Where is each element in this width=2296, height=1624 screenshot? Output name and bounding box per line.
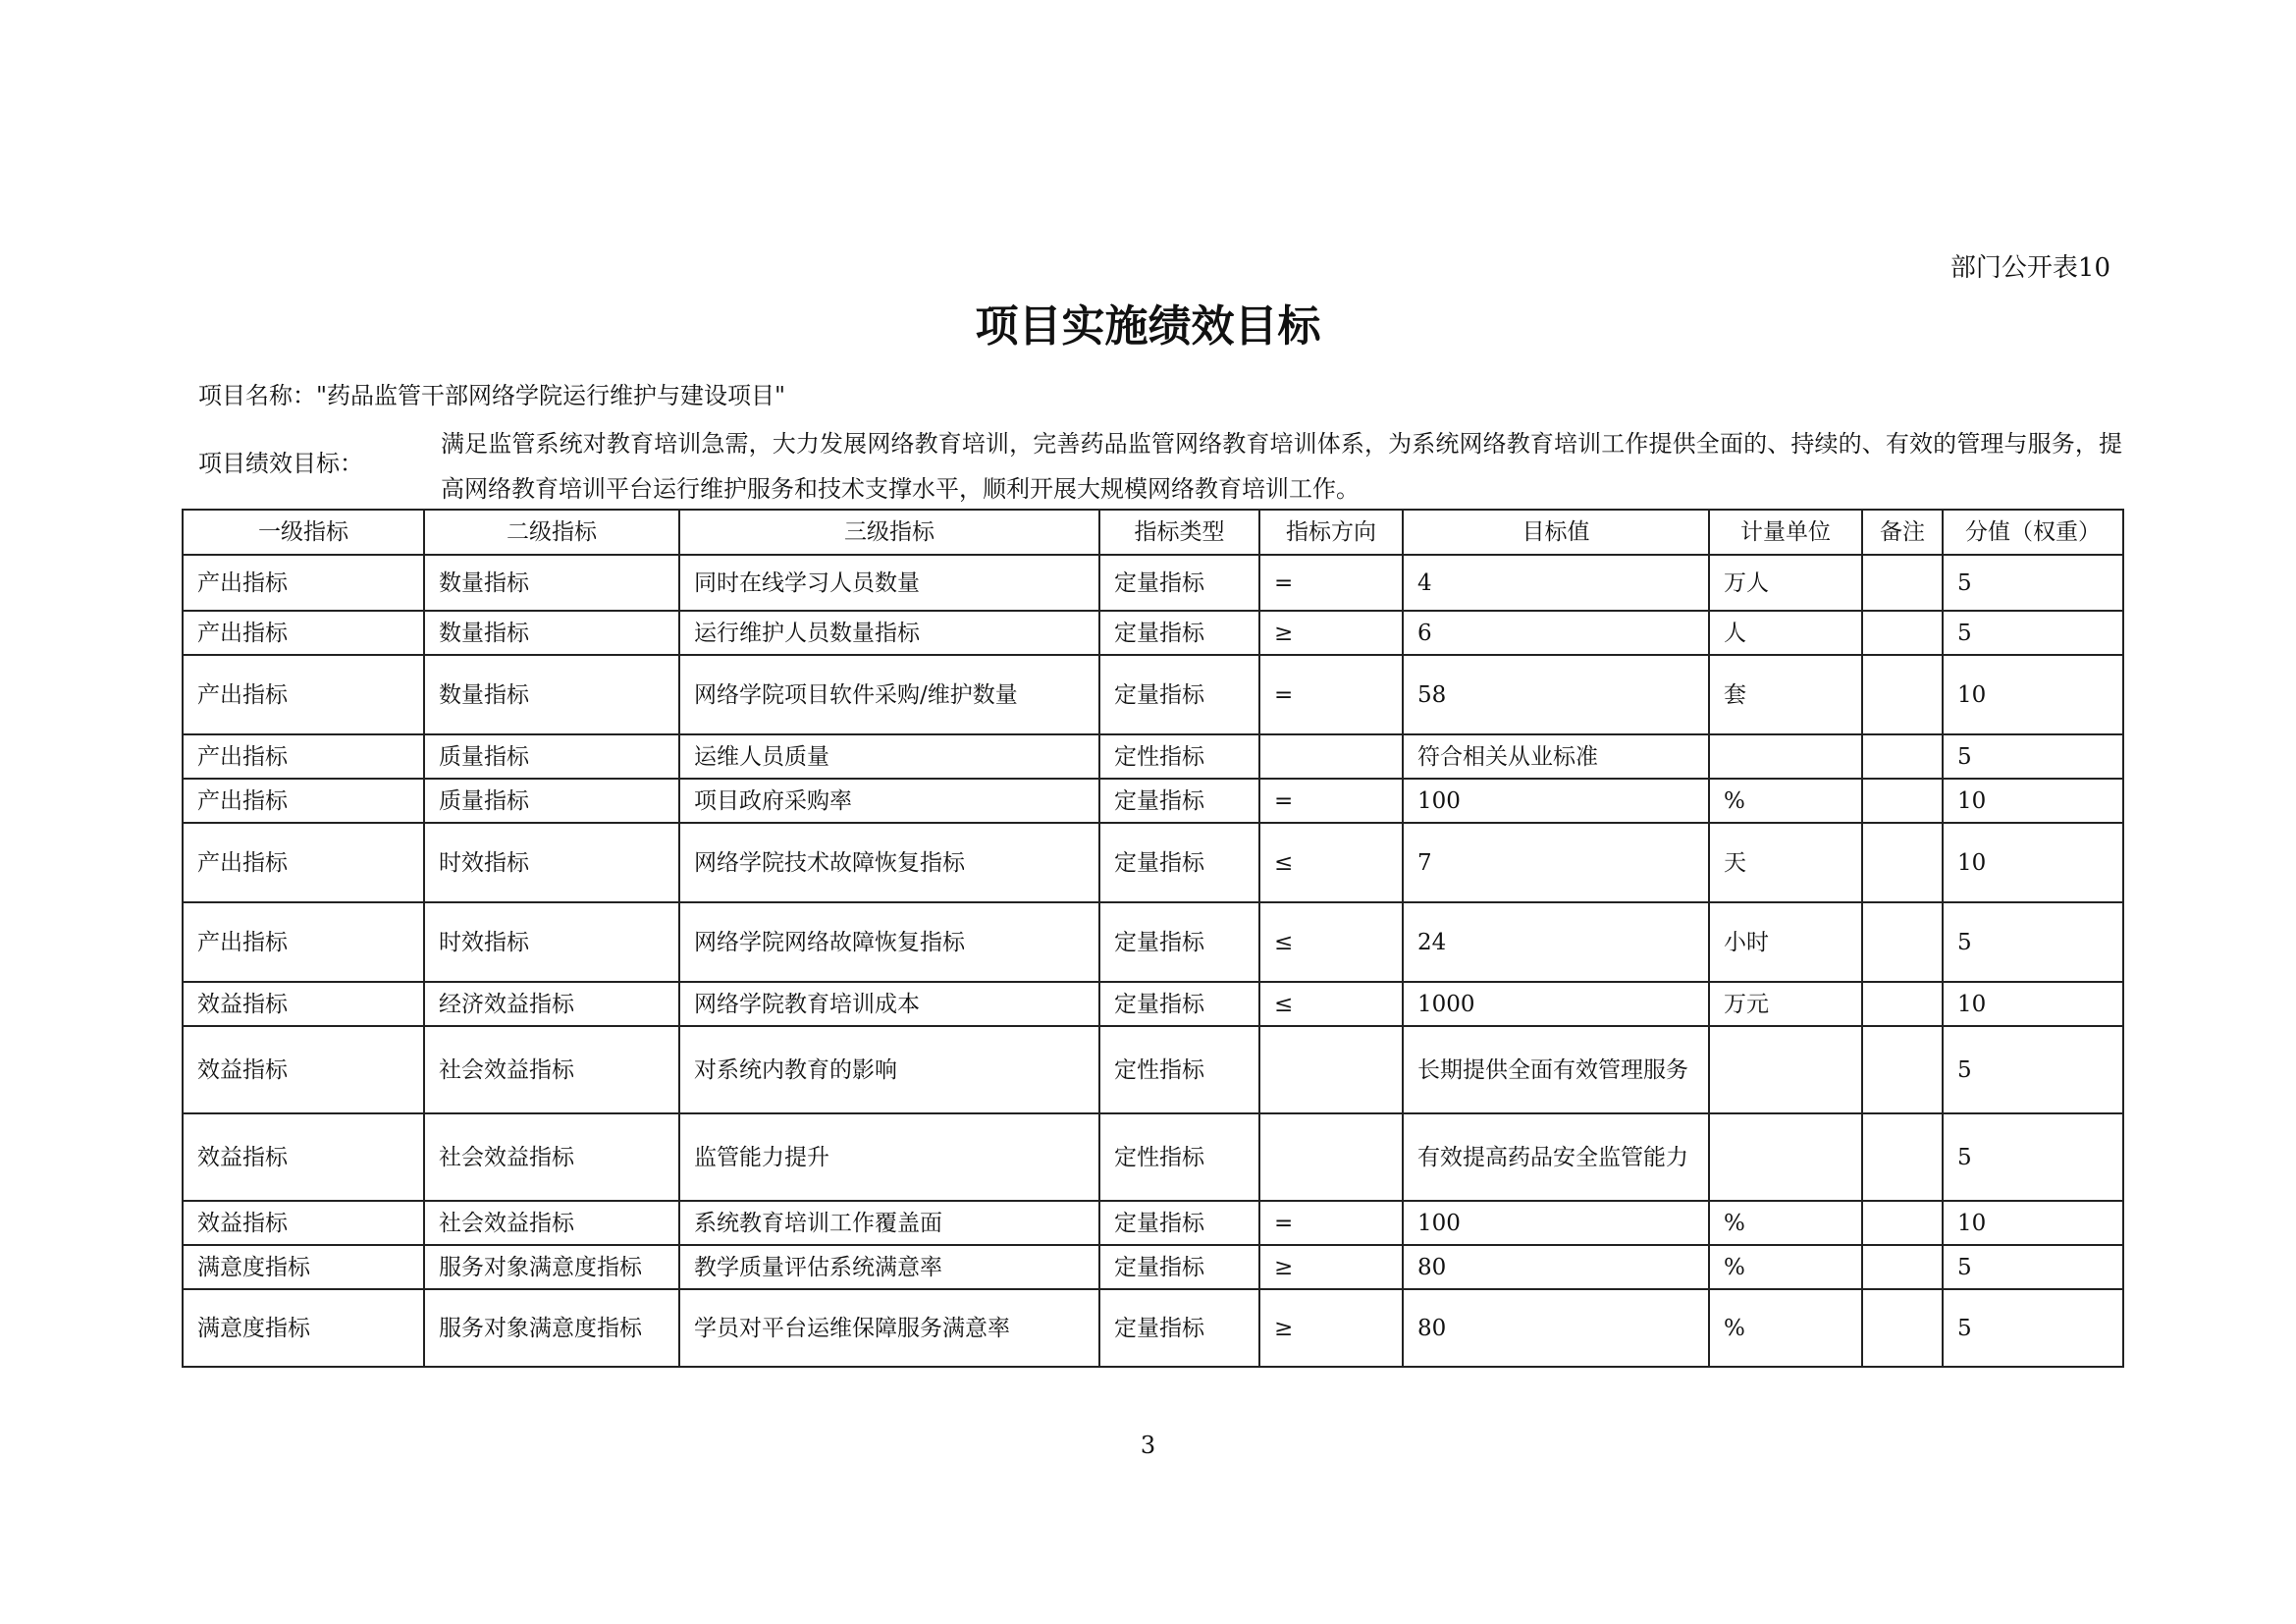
cell-unit: 万人 — [1709, 555, 1862, 611]
cell-target: 100 — [1403, 779, 1709, 823]
cell-level1: 效益指标 — [183, 1113, 424, 1201]
cell-level3: 网络学院项目软件采购/维护数量 — [679, 655, 1099, 734]
cell-level3: 教学质量评估系统满意率 — [679, 1245, 1099, 1289]
table-row — [183, 734, 2123, 779]
cell-target: 7 — [1403, 823, 1709, 902]
cell-level3: 项目政府采购率 — [679, 779, 1099, 823]
cell-level2: 质量指标 — [424, 734, 679, 779]
column-header-type: 指标类型 — [1099, 510, 1259, 555]
cell-remark — [1862, 555, 1943, 611]
cell-unit — [1709, 734, 1862, 779]
cell-level2: 数量指标 — [424, 611, 679, 655]
cell-level3: 运行维护人员数量指标 — [679, 611, 1099, 655]
cell-type: 定量指标 — [1099, 555, 1259, 611]
cell-level1: 效益指标 — [183, 1026, 424, 1113]
cell-level3: 系统教育培训工作覆盖面 — [679, 1201, 1099, 1245]
cell-type: 定量指标 — [1099, 982, 1259, 1026]
cell-direction: ≤ — [1259, 982, 1403, 1026]
cell-unit: % — [1709, 1245, 1862, 1289]
cell-level3: 网络学院网络故障恢复指标 — [679, 902, 1099, 982]
cell-direction: ≤ — [1259, 902, 1403, 982]
table-header-row — [183, 510, 2123, 555]
cell-level1: 满意度指标 — [183, 1289, 424, 1367]
cell-target: 58 — [1403, 655, 1709, 734]
cell-remark — [1862, 655, 1943, 734]
cell-score: 5 — [1943, 1026, 2123, 1113]
table-number-label: 部门公开表10 — [1949, 253, 2110, 283]
cell-target: 6 — [1403, 611, 1709, 655]
performance-table — [182, 509, 2124, 1368]
cell-level1: 效益指标 — [183, 982, 424, 1026]
cell-score: 10 — [1943, 655, 2123, 734]
cell-level1: 效益指标 — [183, 1201, 424, 1245]
table-row — [183, 779, 2123, 823]
cell-level2: 数量指标 — [424, 555, 679, 611]
column-header-level2: 二级指标 — [424, 510, 679, 555]
cell-score: 5 — [1943, 1113, 2123, 1201]
cell-type: 定性指标 — [1099, 1113, 1259, 1201]
cell-direction: ≥ — [1259, 1245, 1403, 1289]
table-row — [183, 1026, 2123, 1113]
cell-score: 5 — [1943, 734, 2123, 779]
cell-score: 10 — [1943, 982, 2123, 1026]
cell-direction: = — [1259, 555, 1403, 611]
cell-level2: 服务对象满意度指标 — [424, 1245, 679, 1289]
cell-level1: 产出指标 — [183, 823, 424, 902]
cell-direction: = — [1259, 779, 1403, 823]
cell-level1: 产出指标 — [183, 655, 424, 734]
cell-level2: 数量指标 — [424, 655, 679, 734]
cell-type: 定量指标 — [1099, 823, 1259, 902]
cell-unit: % — [1709, 1201, 1862, 1245]
table-row — [183, 611, 2123, 655]
cell-type: 定性指标 — [1099, 1026, 1259, 1113]
cell-target: 有效提高药品安全监管能力 — [1403, 1113, 1709, 1201]
table-row — [183, 1289, 2123, 1367]
cell-remark — [1862, 611, 1943, 655]
cell-score: 5 — [1943, 1245, 2123, 1289]
cell-type: 定量指标 — [1099, 1245, 1259, 1289]
cell-level3: 网络学院教育培训成本 — [679, 982, 1099, 1026]
table-row — [183, 655, 2123, 734]
page-number: 3 — [1140, 1432, 1156, 1459]
cell-remark — [1862, 734, 1943, 779]
cell-score: 10 — [1943, 823, 2123, 902]
cell-direction: = — [1259, 1201, 1403, 1245]
column-header-unit: 计量单位 — [1709, 510, 1862, 555]
cell-direction: ≥ — [1259, 1289, 1403, 1367]
cell-target: 4 — [1403, 555, 1709, 611]
cell-type: 定量指标 — [1099, 1201, 1259, 1245]
cell-remark — [1862, 982, 1943, 1026]
cell-remark — [1862, 1201, 1943, 1245]
table-row — [183, 982, 2123, 1026]
table-row — [183, 902, 2123, 982]
cell-type: 定量指标 — [1099, 655, 1259, 734]
cell-unit: 天 — [1709, 823, 1862, 902]
cell-direction: = — [1259, 655, 1403, 734]
column-header-remark: 备注 — [1862, 510, 1943, 555]
cell-direction: ≥ — [1259, 611, 1403, 655]
cell-level3: 对系统内教育的影响 — [679, 1026, 1099, 1113]
cell-direction — [1259, 1113, 1403, 1201]
cell-target: 80 — [1403, 1289, 1709, 1367]
cell-level2: 服务对象满意度指标 — [424, 1289, 679, 1367]
cell-score: 5 — [1943, 555, 2123, 611]
cell-target: 符合相关从业标准 — [1403, 734, 1709, 779]
column-header-direction: 指标方向 — [1259, 510, 1403, 555]
cell-score: 10 — [1943, 779, 2123, 823]
table-row — [183, 1113, 2123, 1201]
cell-remark — [1862, 1289, 1943, 1367]
cell-target: 24 — [1403, 902, 1709, 982]
cell-level1: 产出指标 — [183, 779, 424, 823]
cell-unit: % — [1709, 779, 1862, 823]
cell-remark — [1862, 823, 1943, 902]
column-header-score: 分值（权重） — [1943, 510, 2123, 555]
cell-remark — [1862, 1026, 1943, 1113]
cell-type: 定量指标 — [1099, 779, 1259, 823]
cell-score: 5 — [1943, 902, 2123, 982]
cell-score: 5 — [1943, 1289, 2123, 1367]
cell-level2: 社会效益指标 — [424, 1026, 679, 1113]
cell-level1: 产出指标 — [183, 902, 424, 982]
cell-remark — [1862, 1245, 1943, 1289]
cell-level3: 监管能力提升 — [679, 1113, 1099, 1201]
cell-unit: 套 — [1709, 655, 1862, 734]
table-row — [183, 823, 2123, 902]
column-header-level3: 三级指标 — [679, 510, 1099, 555]
cell-direction — [1259, 1026, 1403, 1113]
cell-type: 定量指标 — [1099, 1289, 1259, 1367]
cell-unit: 万元 — [1709, 982, 1862, 1026]
cell-level3: 同时在线学习人员数量 — [679, 555, 1099, 611]
cell-remark — [1862, 779, 1943, 823]
cell-unit: 小时 — [1709, 902, 1862, 982]
cell-type: 定性指标 — [1099, 734, 1259, 779]
cell-unit — [1709, 1113, 1862, 1201]
cell-unit: 人 — [1709, 611, 1862, 655]
cell-level2: 社会效益指标 — [424, 1201, 679, 1245]
column-header-level1: 一级指标 — [183, 510, 424, 555]
cell-remark — [1862, 902, 1943, 982]
cell-level1: 产出指标 — [183, 555, 424, 611]
cell-level1: 产出指标 — [183, 734, 424, 779]
project-name: 项目名称："药品监管干部网络学院运行维护与建设项目" — [198, 382, 786, 409]
cell-level2: 时效指标 — [424, 823, 679, 902]
cell-score: 5 — [1943, 611, 2123, 655]
column-header-target: 目标值 — [1403, 510, 1709, 555]
performance-goal-text: 满足监管系统对教育培训急需，大力发展网络教育培训，完善药品监管网络教育培训体系，为系统网络教育培训工作提供全面的、持续的、有效的管理与服务，提高网络教育培训平台运行维护服务和技术支撑水平，顺利开展大规模网络教育培训工作。 — [441, 430, 2122, 503]
table-row — [183, 1245, 2123, 1289]
cell-unit — [1709, 1026, 1862, 1113]
cell-level2: 时效指标 — [424, 902, 679, 982]
cell-target: 1000 — [1403, 982, 1709, 1026]
cell-type: 定量指标 — [1099, 902, 1259, 982]
table-row — [183, 555, 2123, 611]
cell-level3: 运维人员质量 — [679, 734, 1099, 779]
cell-type: 定量指标 — [1099, 611, 1259, 655]
cell-level3: 学员对平台运维保障服务满意率 — [679, 1289, 1099, 1367]
page-title: 项目实施绩效目标 — [975, 301, 1321, 352]
cell-score: 10 — [1943, 1201, 2123, 1245]
cell-level2: 经济效益指标 — [424, 982, 679, 1026]
cell-level1: 满意度指标 — [183, 1245, 424, 1289]
cell-level2: 质量指标 — [424, 779, 679, 823]
cell-target: 80 — [1403, 1245, 1709, 1289]
cell-unit: % — [1709, 1289, 1862, 1367]
cell-target: 100 — [1403, 1201, 1709, 1245]
table-row — [183, 1201, 2123, 1245]
cell-target: 长期提供全面有效管理服务 — [1403, 1026, 1709, 1113]
performance-goal-label: 项目绩效目标： — [198, 450, 363, 477]
cell-level2: 社会效益指标 — [424, 1113, 679, 1201]
cell-direction — [1259, 734, 1403, 779]
cell-level1: 产出指标 — [183, 611, 424, 655]
cell-remark — [1862, 1113, 1943, 1201]
cell-level3: 网络学院技术故障恢复指标 — [679, 823, 1099, 902]
cell-direction: ≤ — [1259, 823, 1403, 902]
